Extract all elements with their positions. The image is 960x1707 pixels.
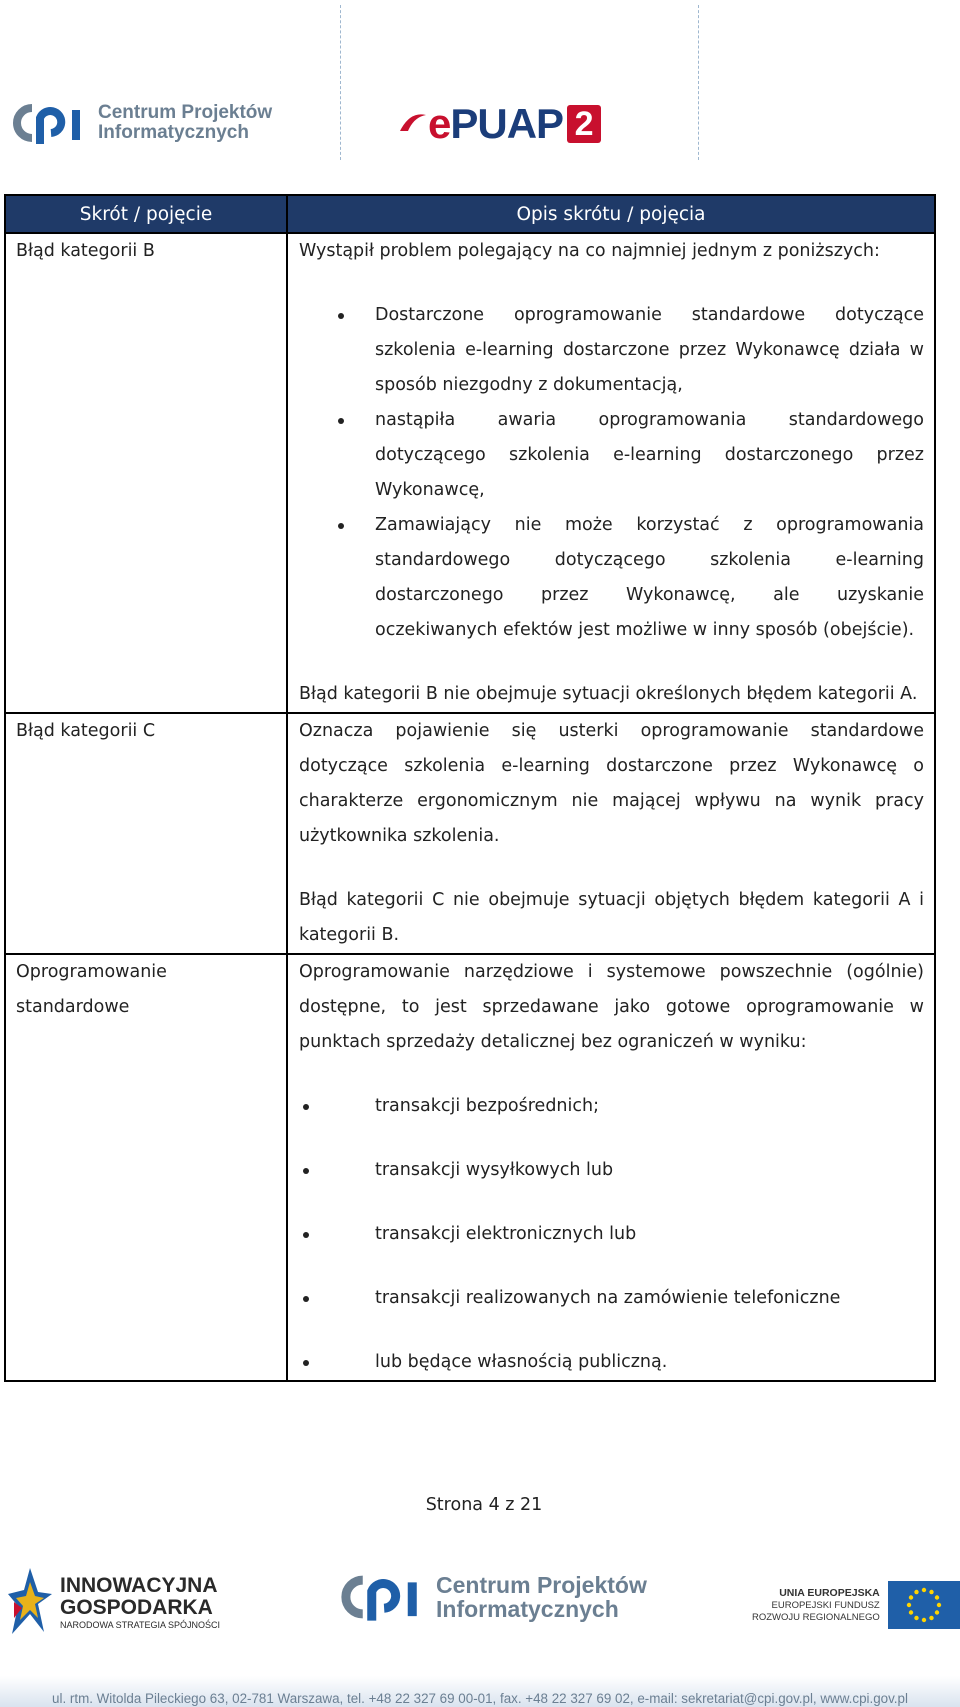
eu-star-icon: [922, 1588, 926, 1592]
cpi-logo-icon: [338, 1571, 428, 1623]
list-item: transakcji realizowanych na zamówienie telefoniczne: [375, 1281, 924, 1316]
eu-star-icon: [914, 1616, 918, 1620]
cpi-logo-line2: Informatycznych: [98, 122, 249, 143]
column-header-description: Opis skrótu / pojęcia: [287, 195, 935, 233]
eu-star-icon: [937, 1603, 941, 1607]
table-header-row: [5, 195, 935, 233]
eu-line1: UNIA EUROPEJSKA: [779, 1586, 880, 1599]
epuap-version-badge: 2: [567, 105, 601, 143]
term-cell: Błąd kategorii C: [5, 713, 287, 954]
cpi-logo: [10, 100, 272, 146]
bullet-icon: [303, 1360, 309, 1366]
list-item: Dostarczone oprogramowanie standardowe dotyczące szkolenia e-learning dostarczone przez Wykonawcę działa w sposób niezgodny z dokumentacją,: [375, 298, 924, 403]
innowacyjna-line3: NARODOWA STRATEGIA SPÓJNOŚCI: [60, 1620, 221, 1631]
list-item: nastąpiła awaria oprogramowania standardowego dotyczącego szkolenia e-learning dostarczonego przez Wykonawcę,: [375, 403, 924, 508]
eu-star-icon: [909, 1595, 913, 1599]
bullet-list: [299, 298, 924, 648]
table-row: [5, 713, 935, 954]
eu-line3: ROZWOJU REGIONALNEGO: [752, 1611, 880, 1623]
bullet-icon: [338, 313, 344, 319]
eu-star-icon: [929, 1590, 933, 1594]
innowacyjna-star-icon: [8, 1568, 52, 1638]
glossary-table: [4, 194, 936, 1382]
bullet-icon: [303, 1232, 309, 1238]
description-intro: Oznacza pojawienie się usterki oprogramowanie standardowe dotyczące szkolenia e-learning dostarczone przez Wykonawcę o charakterze ergonomicznym nie mającej wpływu na wynik pracy użytkownika szkolenia.: [299, 721, 924, 846]
eu-star-icon: [914, 1590, 918, 1594]
cpi-logo-icon: [10, 100, 90, 146]
description-note: Błąd kategorii C nie obejmuje sytuacji objętych błędem kategorii A i kategorii B.: [299, 890, 924, 945]
description-intro: Oprogramowanie narzędziowe i systemowe powszechnie (ogólnie) dostępne, to jest sprzedawane jako gotowe oprogramowanie w punktach sprzedaży detalicznej bez ograniczeń w wyniku:: [299, 962, 924, 1052]
column-header-term: Skrót / pojęcie: [5, 195, 287, 233]
eu-logo: [752, 1581, 960, 1629]
header-divider: [340, 5, 341, 160]
eu-line2: EUROPEJSKI FUNDUSZ: [771, 1599, 880, 1611]
cpi-footer-line1: Centrum Projektów: [436, 1571, 647, 1598]
description-intro: Wystąpił problem polegający na co najmniej jednym z poniższych:: [299, 241, 880, 261]
description-note: Błąd kategorii B nie obejmuje sytuacji określonych błędem kategorii A.: [299, 684, 918, 704]
cpi-footer-logo: [338, 1571, 647, 1623]
eu-star-icon: [929, 1616, 933, 1620]
bullet-icon: [303, 1104, 309, 1110]
description-cell: [287, 713, 935, 954]
eu-star-icon: [922, 1618, 926, 1622]
epuap-swoosh-icon: [398, 109, 428, 139]
epuap-logo-text: ePUAP: [428, 100, 564, 147]
innowacyjna-line1: INNOWACYJNA: [60, 1574, 218, 1598]
bullet-icon: [338, 418, 344, 424]
description-cell: [287, 233, 935, 713]
list-item: transakcji wysyłkowych lub: [375, 1153, 924, 1188]
cpi-footer-line2: Informatycznych: [436, 1596, 619, 1622]
eu-star-icon: [909, 1610, 913, 1614]
eu-star-icon: [907, 1603, 911, 1607]
list-item: Zamawiający nie może korzystać z oprogramowania standardowego dotyczącego szkolenia e-learning dostarczonego przez Wykonawcę, ale uzyskanie oczekiwanych efektów jest możliwe w inny sposób (obejście).: [375, 508, 924, 648]
eu-star-icon: [935, 1610, 939, 1614]
description-cell: [287, 954, 935, 1381]
bullet-icon: [338, 523, 344, 529]
term-cell: Błąd kategorii B: [5, 233, 287, 713]
footer-address: ul. rtm. Witolda Pileckiego 63, 02-781 Warszawa, tel. +48 22 327 69 00-01, fax. +48 22 327 69 02, e-mail: sekretariat@cpi.gov.pl, www.cpi.gov.pl: [52, 1691, 908, 1706]
table-row: [5, 954, 935, 1381]
list-item: transakcji elektronicznych lub: [375, 1217, 924, 1252]
innowacyjna-line2: GOSPODARKA: [60, 1596, 213, 1620]
page-number: Strona 4 z 21: [425, 1495, 543, 1515]
term-cell: [5, 954, 287, 1381]
cpi-logo-line1: Centrum Projektów: [98, 102, 273, 124]
eu-flag-icon: [888, 1581, 960, 1629]
eu-star-icon: [935, 1595, 939, 1599]
innowacyjna-gospodarka-logo: [8, 1568, 220, 1638]
epuap-logo: [398, 100, 601, 148]
bullet-icon: [303, 1296, 309, 1302]
term-line: standardowe: [16, 997, 130, 1017]
bullet-icon: [303, 1168, 309, 1174]
table-row: [5, 233, 935, 713]
list-item: transakcji bezpośrednich;: [375, 1089, 924, 1124]
list-item: lub będące własnością publiczną.: [375, 1345, 924, 1380]
footer-logos: [0, 1565, 960, 1645]
header-divider: [698, 5, 699, 160]
bullet-list: [299, 1089, 924, 1380]
term-line: Oprogramowanie: [16, 962, 167, 982]
